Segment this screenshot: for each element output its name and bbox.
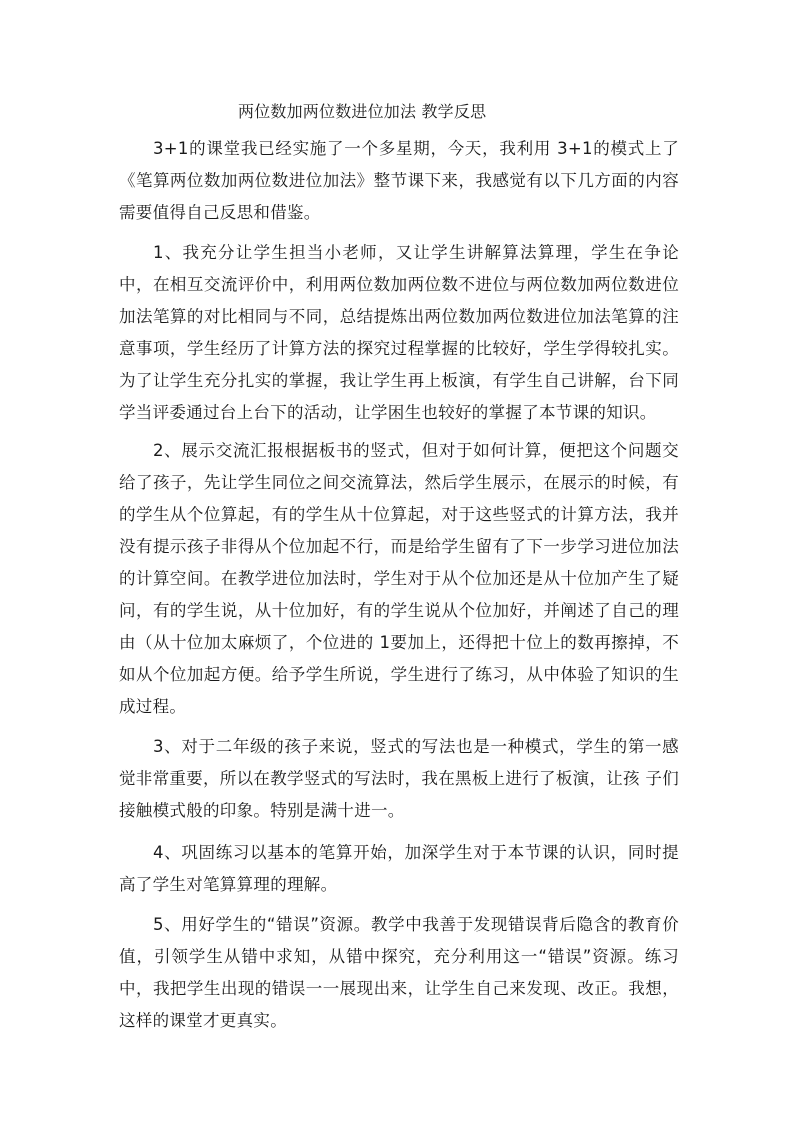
reflection-point-4: 4、巩固练习以基本的笔算开始，加深学生对于本节课的认识，同时提高了学生对笔算算理的理解。 bbox=[119, 843, 679, 894]
reflection-point-2: 2、展示交流汇报根据板书的竖式，但对于如何计算，便把这个问题交给了孩子，先让学生同位之间交流算法，然后学生展示，在展示的时候，有的学生从个位算起，有的学生从十位算起，对于这些竖式的计算方法，我并没有提示孩子非得从个位加起不行，而是给学生留有了下一步学习进位加法的计算空间。在教学进位加法时，学生对于从个位加还是从十位加产生了疑问，有的学生说，从十位加好，有的学生说从个位加好，并阐述了自己的理由（从十位加太麻烦了，个位进的 1要加上，还得把十位上的数再擦掉，不如从个位加起方便。给予学生所说，学生进行了练习，从中体验了知识的生成过程。 bbox=[119, 441, 679, 716]
reflection-point-1: 1、我充分让学生担当小老师，又让学生讲解算法算理，学生在争论中，在相互交流评价中，利用两位数加两位数不进位与两位数加两位数进位加法笔算的对比相同与不同，总结提炼出两位数加两位数进位加法笔算的注意事项，学生经历了计算方法的探究过程掌握的比较好，学生学得较扎实。为了让学生充分扎实的掌握，我让学生再上板演，有学生自己讲解，台下同学当评委通过台上台下的活动，让学困生也较好的掌握了本节课的知识。 bbox=[119, 243, 679, 422]
intro-paragraph: 3+1的课堂我已经实施了一个多星期，今天，我利用 3+1的模式上了《笔算两位数加两位数进位加法》整节课下来，我感觉有以下几方面的内容需要值得自己反思和借鉴。 bbox=[119, 139, 679, 222]
reflection-point-3: 3、对于二年级的孩子来说，竖式的写法也是一种模式，学生的第一感觉非常重要，所以在教学竖式的写法时，我在黑板上进行了板演，让孩 子们接触模式般的印象。特别是满十进一。 bbox=[119, 737, 679, 820]
document-body bbox=[119, 133, 679, 1045]
reflection-point-5: 5、用好学生的“错误”资源。教学中我善于发现错误背后隐含的教育价值，引领学生从错中求知，从错中探究，充分利用这一“错误”资源。练习中，我把学生出现的错误一一展现出来，让学生自己来发现、改正。我想，这样的课堂才更真实。 bbox=[119, 915, 679, 1030]
document-title: 两位数加两位数进位加法 教学反思 bbox=[238, 102, 487, 121]
